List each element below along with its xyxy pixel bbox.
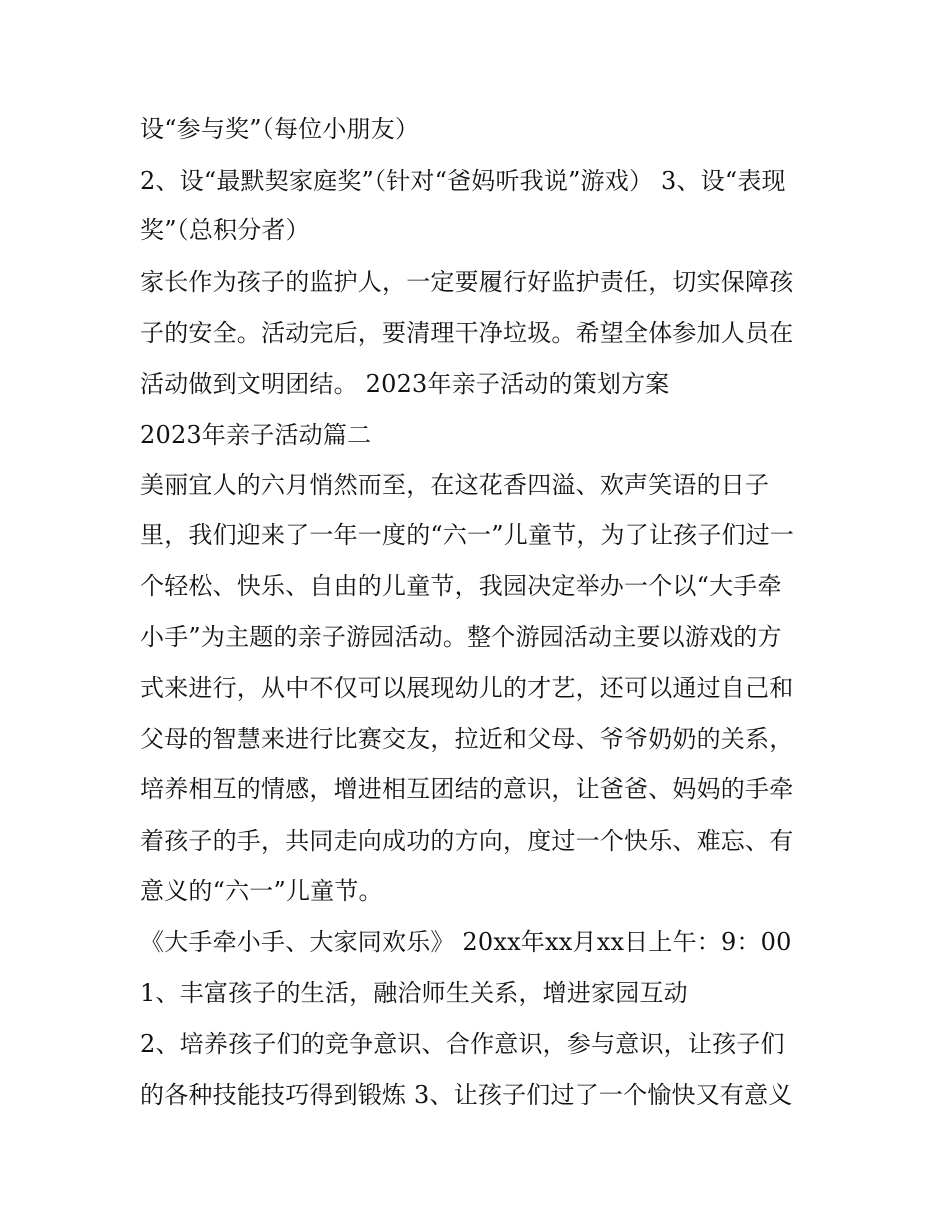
text-line-16: 意义的“六一”儿童节。 xyxy=(140,877,383,905)
text-line-19: 2、培养孩子们的竞争意识、合作意识，参与意识，让孩子们 xyxy=(140,1030,785,1058)
text-line-7: 2023年亲子活动篇二 xyxy=(140,421,372,449)
text-line-9: 里，我们迎来了一年一度的“六一”儿童节，为了让孩子们过一 xyxy=(140,521,795,549)
text-line-15: 着孩子的手，共同走向成功的方向，度过一个快乐、难忘、有 xyxy=(140,827,794,855)
text-line-3: 奖”（总积分者） xyxy=(140,216,310,244)
text-line-13: 父母的智慧来进行比赛交友，拉近和父母、爷爷奶奶的关系， xyxy=(140,725,794,753)
text-line-8: 美丽宜人的六月悄然而至，在这花香四溢、欢声笑语的日子 xyxy=(140,471,770,499)
text-line-6: 活动做到文明团结。 2023年亲子活动的策划方案 xyxy=(140,370,670,398)
text-line-1: 设“参与奖”（每位小朋友） xyxy=(140,115,420,143)
text-line-10: 个轻松、快乐、自由的儿童节，我园决定举办一个以“大手牵 xyxy=(140,572,782,600)
text-line-18: 1、丰富孩子的生活，融洽师生关系，增进家园互动 xyxy=(140,979,688,1007)
text-line-5: 子的安全。活动完后，要清理干净垃圾。希望全体参加人员在 xyxy=(140,319,794,347)
text-line-2: 2、设“最默契家庭奖”（针对“爸妈听我说”游戏） 3、设“表现 xyxy=(140,167,786,195)
text-line-17: 《大手牵小手、大家同欢乐》 20xx年xx月xx日上午：9：00 xyxy=(140,928,792,956)
text-line-14: 培养相互的情感，增进相互团结的意识，让爸爸、妈妈的手牵 xyxy=(140,775,794,803)
text-line-12: 式来进行，从中不仅可以展现幼儿的才艺，还可以通过自己和 xyxy=(140,674,794,702)
text-line-20: 的各种技能技巧得到锻炼 3、让孩子们过了一个愉快又有意义 xyxy=(140,1081,793,1109)
text-line-4: 家长作为孩子的监护人，一定要履行好监护责任，切实保障孩 xyxy=(140,268,794,296)
text-line-11: 小手”为主题的亲子游园活动。整个游园活动主要以游戏的方 xyxy=(140,623,782,651)
